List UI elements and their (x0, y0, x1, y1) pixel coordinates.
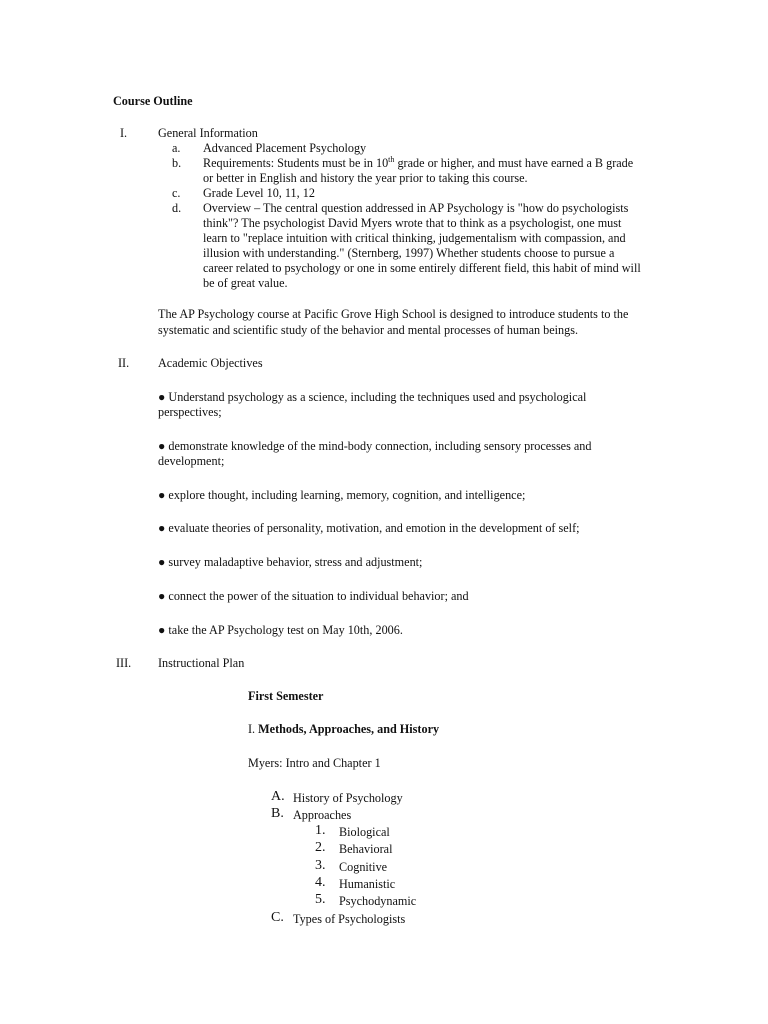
subtopic-label: Psychodynamic (339, 894, 417, 908)
topic-marker: C. (271, 910, 284, 925)
topic-label: Types of Psychologists (293, 912, 406, 926)
unit-title: Methods, Approaches, and History (258, 722, 440, 736)
paragraph-line: The AP Psychology course at Pacific Grove High School is designed to introduce students to the (158, 307, 629, 321)
unit-heading (248, 721, 439, 738)
section-numeral: II. (118, 356, 130, 370)
section-heading: Academic Objectives (158, 356, 263, 370)
subtopic-label: Behavioral (339, 842, 393, 856)
item-text: Grade Level 10, 11, 12 (203, 186, 315, 200)
objective-line: ● survey maladaptive behavior, stress and adjustment; (158, 555, 423, 569)
topic-marker: B. (271, 806, 284, 821)
item-text: Advanced Placement Psychology (203, 141, 367, 155)
topic-label: Approaches (293, 808, 352, 822)
objective-line: ● connect the power of the situation to individual behavior; and (158, 589, 469, 603)
item-text: or better in English and history the year prior to taking this course. (203, 171, 528, 185)
objective-line: ● evaluate theories of personality, motivation, and emotion in the development of self; (158, 521, 580, 535)
item-text: be of great value. (203, 276, 288, 290)
subtopic-label: Cognitive (339, 860, 388, 874)
page-title: Course Outline (113, 94, 193, 108)
section-numeral: III. (116, 656, 132, 670)
subtopic-marker: 3. (315, 858, 326, 873)
superscript: th (388, 154, 395, 164)
paragraph-line: systematic and scientific study of the behavior and mental processes of human beings. (158, 323, 579, 337)
topic-marker: A. (271, 789, 285, 804)
item-text-part: Requirements: Students must be in 10 (203, 156, 389, 170)
item-letter: b. (172, 156, 182, 170)
section-heading: Instructional Plan (158, 656, 245, 670)
objective-line: perspectives; (158, 405, 222, 419)
item-text: learn to "replace intuition with critical thinking, judgementalism with compassion, and (203, 231, 626, 245)
subtopic-marker: 4. (315, 875, 326, 890)
objective-line: ● Understand psychology as a science, including the techniques used and psychological (158, 390, 587, 404)
item-text-part: grade or higher, and must have earned a B grade (394, 156, 634, 170)
item-text: think"? The psychologist David Myers wrote that to think as a psychologist, one must (203, 216, 622, 230)
item-text: career related to psychology or one in some entirely different field, this habit of mind will (203, 261, 641, 275)
item-text: Overview – The central question addressed in AP Psychology is "how do psychologists (203, 201, 629, 215)
section-heading: General Information (158, 126, 258, 140)
item-letter: d. (172, 201, 182, 215)
subtopic-label: Humanistic (339, 877, 396, 891)
topic-label: History of Psychology (293, 791, 403, 805)
subtopic-label: Biological (339, 825, 390, 839)
unit-prefix: I. (248, 722, 256, 736)
objective-line: ● demonstrate knowledge of the mind-body connection, including sensory processes and (158, 439, 592, 453)
objective-line: development; (158, 454, 225, 468)
item-text: illusion with understanding." (Sternberg, 1997) Whether students choose to pursue a (203, 246, 615, 260)
objective-line: ● take the AP Psychology test on May 10th, 2006. (158, 623, 403, 637)
objective-line: ● explore thought, including learning, memory, cognition, and intelligence; (158, 488, 526, 502)
item-letter: c. (172, 186, 181, 200)
subtopic-marker: 1. (315, 823, 326, 838)
reading-assignment: Myers: Intro and Chapter 1 (248, 756, 381, 770)
semester-heading: First Semester (248, 689, 324, 703)
subtopic-marker: 2. (315, 840, 326, 855)
section-numeral: I. (120, 126, 128, 140)
subtopic-marker: 5. (315, 892, 326, 907)
item-letter: a. (172, 141, 181, 155)
